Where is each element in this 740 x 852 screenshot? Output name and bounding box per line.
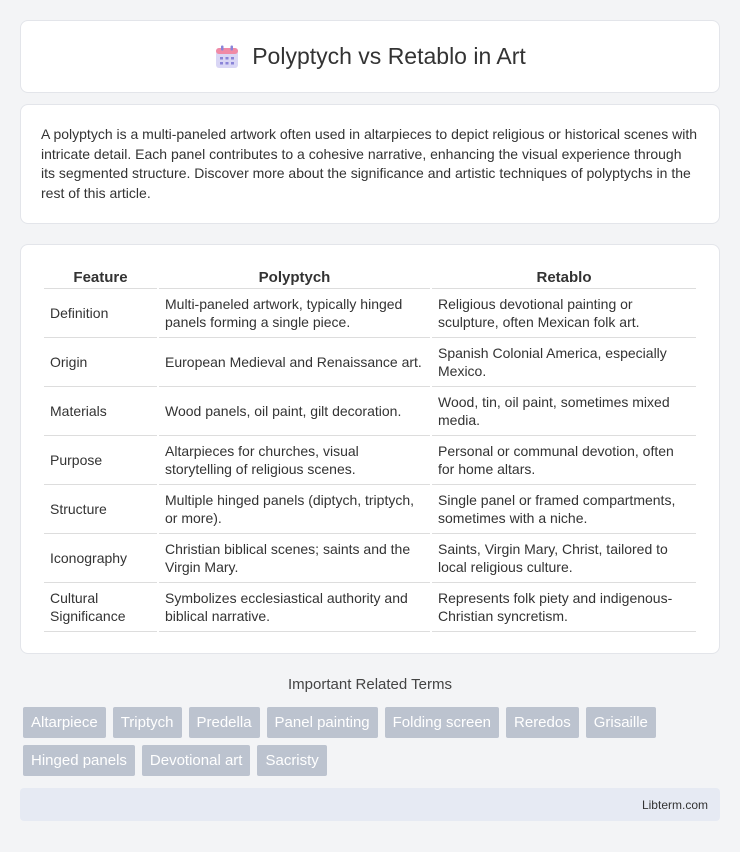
related-terms-title: Important Related Terms	[288, 676, 452, 693]
table-row	[44, 338, 696, 387]
cell-feature: Origin	[44, 338, 157, 387]
table-row	[44, 387, 696, 436]
comparison-card	[20, 244, 720, 654]
header-retablo: Retablo	[432, 265, 696, 289]
header-polyptych: Polyptych	[159, 265, 430, 289]
cell-retablo: Religious devotional painting or sculpture, often Mexican folk art.	[432, 289, 696, 338]
related-term-tag[interactable]: Reredos	[506, 707, 579, 738]
table-header-row	[44, 265, 696, 289]
related-terms-list	[23, 707, 723, 783]
table-row	[44, 583, 696, 632]
related-term-tag[interactable]: Triptych	[113, 707, 182, 738]
footer-site[interactable]: Libterm.com	[641, 798, 708, 812]
table-row	[44, 485, 696, 534]
cell-feature: Cultural Significance	[44, 583, 157, 632]
cell-retablo: Single panel or framed compartments, sometimes with a niche.	[432, 485, 696, 534]
cell-retablo: Represents folk piety and indigenous-Christian syncretism.	[432, 583, 696, 632]
related-term-tag[interactable]: Folding screen	[385, 707, 499, 738]
title-card	[20, 20, 720, 93]
related-term-tag[interactable]: Grisaille	[586, 707, 656, 738]
page-title: Polyptych vs Retablo in Art	[252, 43, 526, 69]
cell-polyptych: Altarpieces for churches, visual storytelling of religious scenes.	[159, 436, 430, 485]
related-term-tag[interactable]: Hinged panels	[23, 745, 135, 776]
table-row	[44, 534, 696, 583]
cell-feature: Iconography	[44, 534, 157, 583]
related-term-tag[interactable]: Sacristy	[257, 745, 326, 776]
related-term-tag[interactable]: Panel painting	[267, 707, 378, 738]
related-term-tag[interactable]: Devotional art	[142, 745, 251, 776]
cell-polyptych: Wood panels, oil paint, gilt decoration.	[159, 387, 430, 436]
table-row	[44, 436, 696, 485]
related-term-tag[interactable]: Predella	[189, 707, 260, 738]
comparison-table	[42, 265, 698, 632]
cell-feature: Materials	[44, 387, 157, 436]
intro-card	[20, 104, 720, 224]
cell-feature: Definition	[44, 289, 157, 338]
table-row	[44, 289, 696, 338]
cell-retablo: Personal or communal devotion, often for home altars.	[432, 436, 696, 485]
cell-feature: Purpose	[44, 436, 157, 485]
footer	[20, 788, 720, 821]
cell-polyptych: Multi-paneled artwork, typically hinged panels forming a single piece.	[159, 289, 430, 338]
cell-polyptych: European Medieval and Renaissance art.	[159, 338, 430, 387]
calendar-icon	[214, 44, 240, 70]
related-term-tag[interactable]: Altarpiece	[23, 707, 106, 738]
cell-polyptych: Christian biblical scenes; saints and the Virgin Mary.	[159, 534, 430, 583]
cell-retablo: Saints, Virgin Mary, Christ, tailored to local religious culture.	[432, 534, 696, 583]
header-feature: Feature	[44, 265, 157, 289]
intro-text: A polyptych is a multi-paneled artwork often used in altarpieces to depict religious or historical scenes with intricate detail. Each panel contributes to a cohesive narrative, enhancing the visual experience through its segmented structure. Discover more about the significance and artistic techniques of polyptychs in the rest of this article.	[41, 126, 697, 201]
cell-feature: Structure	[44, 485, 157, 534]
cell-retablo: Spanish Colonial America, especially Mexico.	[432, 338, 696, 387]
cell-polyptych: Symbolizes ecclesiastical authority and biblical narrative.	[159, 583, 430, 632]
cell-polyptych: Multiple hinged panels (diptych, triptych, or more).	[159, 485, 430, 534]
cell-retablo: Wood, tin, oil paint, sometimes mixed media.	[432, 387, 696, 436]
